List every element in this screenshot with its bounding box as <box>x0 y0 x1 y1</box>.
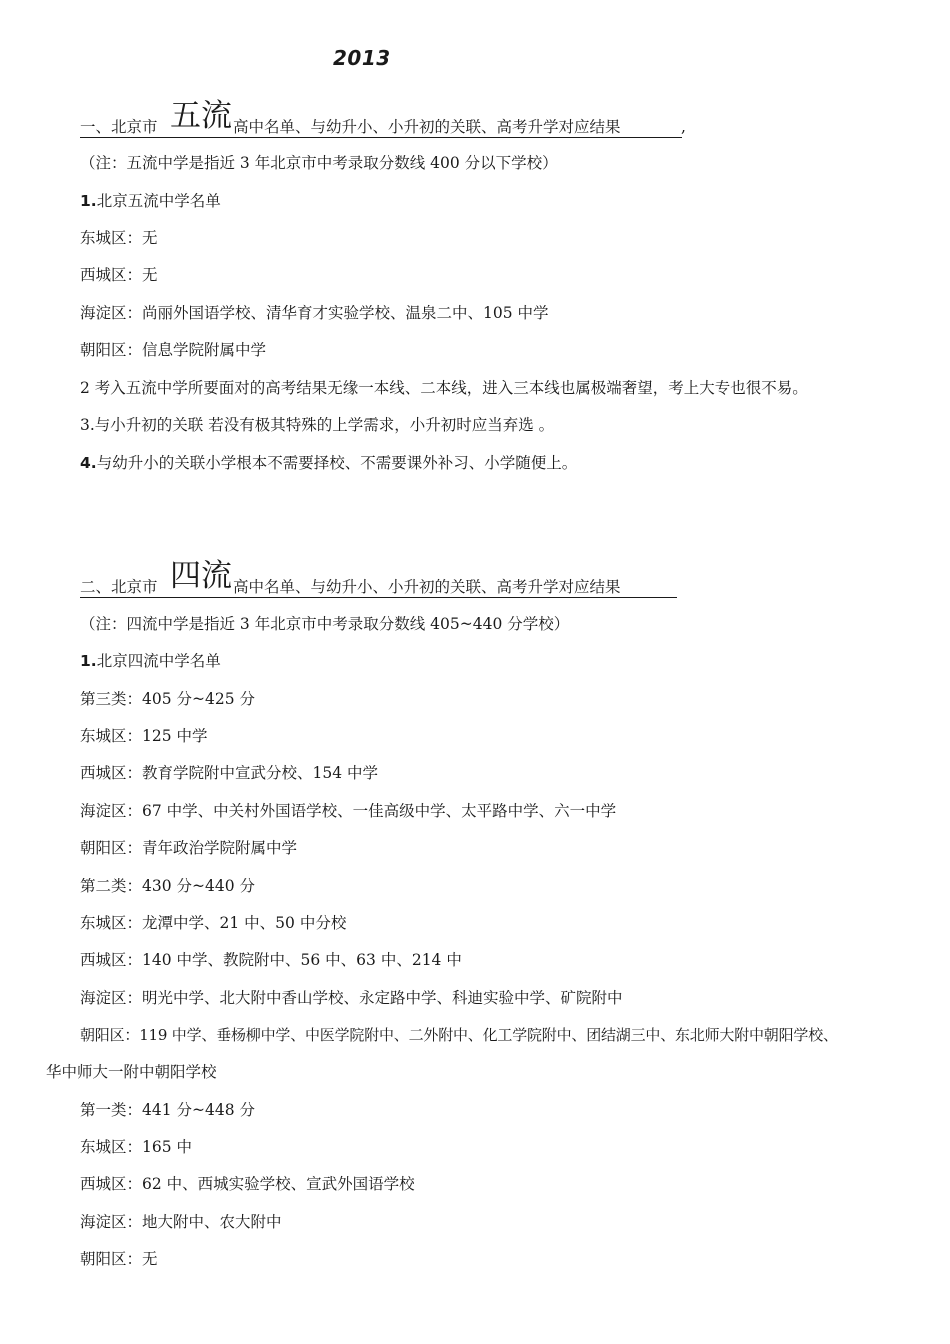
tier-label: 第一类：441 分~448 分 <box>80 1101 256 1119</box>
district-name: 西城区： <box>80 951 143 969</box>
section-1-title <box>80 87 686 138</box>
district-name: 朝阳区： <box>80 1026 140 1044</box>
district-name: 海淀区： <box>80 304 143 322</box>
section-1-note: （注：五流中学是指近 3 年北京市中考录取分数线 400 分以下学校） <box>80 154 558 172</box>
district-schools: 教育学院附中宣武分校、154 中学 <box>142 764 379 782</box>
page-year: 2013 <box>333 46 391 70</box>
section-2-district-row <box>80 1212 282 1232</box>
district-name: 东城区： <box>80 229 143 247</box>
section-2-district-row <box>80 1249 158 1269</box>
tier-label: 第二类：430 分~440 分 <box>80 877 256 895</box>
section-2-district-row <box>80 838 297 858</box>
section-2-district-row <box>80 950 462 970</box>
section-1-title-prefix: 一、北京市 <box>80 118 158 136</box>
district-schools: 67 中学、中关村外国语学校、一佳高级中学、太平路中学、六一中学 <box>142 802 617 820</box>
district-schools: 119 中学、垂杨柳中学、中医学院附中、二外附中、化工学院附中、团结湖三中、东北师大附中朝阳学校、 <box>139 1026 838 1044</box>
district-name: 海淀区： <box>80 802 143 820</box>
section-2-district-row <box>80 726 208 746</box>
section-2-district-row <box>80 913 346 933</box>
section-2-title <box>80 547 677 598</box>
district-schools: 信息学院附属中学 <box>142 341 267 359</box>
section-2-note: （注：四流中学是指近 3 年北京市中考录取分数线 405~440 分学校） <box>80 615 570 633</box>
district-schools: 龙潭中学、21 中、50 中分校 <box>142 914 347 932</box>
district-schools: 无 <box>142 1250 158 1268</box>
district-name: 西城区： <box>80 1175 143 1193</box>
district-name: 西城区： <box>80 764 143 782</box>
section-1-district-row <box>80 228 158 248</box>
district-schools: 无 <box>142 229 158 247</box>
district-name: 东城区： <box>80 914 143 932</box>
section-2-title-prefix: 二、北京市 <box>80 578 158 596</box>
district-name: 海淀区： <box>80 1213 143 1231</box>
section-2-list-heading <box>80 651 221 671</box>
section-2-district-row <box>80 1137 192 1157</box>
section-2-district-row <box>80 763 378 783</box>
section-1-title-big: 五流 <box>170 98 232 134</box>
district-schools: 125 中学 <box>142 727 208 745</box>
section-2-title-suffix: 高中名单、与幼升小、小升初的关联、高考升学对应结果 <box>233 578 621 596</box>
section-1-point-2: 2 考入五流中学所要面对的高考结果无缘一本线、二本线，进入三本线也属极端奢望，考上大专也很不易。 <box>80 379 808 397</box>
district-schools: 无 <box>142 266 158 284</box>
section-2-district-row <box>80 988 623 1008</box>
district-schools: 140 中学、教院附中、56 中、63 中、214 中 <box>142 951 462 969</box>
section-2-district-row <box>80 1025 838 1045</box>
section-2-title-big: 四流 <box>170 558 232 594</box>
district-schools: 地大附中、农大附中 <box>142 1213 282 1231</box>
district-name: 朝阳区： <box>80 341 143 359</box>
section-2-list-heading-text: 北京四流中学名单 <box>96 652 221 670</box>
district-name: 海淀区： <box>80 989 143 1007</box>
section-2-list-heading-num: 1. <box>80 652 97 670</box>
district-name: 东城区： <box>80 1138 143 1156</box>
district-name: 朝阳区： <box>80 839 143 857</box>
section-1-title-end-mark: , <box>681 118 686 136</box>
district-schools: 青年政治学院附属中学 <box>142 839 298 857</box>
section-1-point-3: 3.与小升初的关联 若没有极其特殊的上学需求，小升初时应当弃选 。 <box>80 416 555 434</box>
section-2-district-row <box>80 1174 415 1194</box>
section-1-list-heading-text: 北京五流中学名单 <box>96 192 221 210</box>
section-1-district-row <box>80 265 158 285</box>
district-name: 朝阳区： <box>80 1250 143 1268</box>
section-1-list-heading <box>80 191 221 211</box>
section-2-district-row <box>80 801 616 821</box>
section-1-district-row <box>80 303 549 323</box>
tier-label: 第三类：405 分~425 分 <box>80 690 256 708</box>
district-name: 东城区： <box>80 727 143 745</box>
district-name: 西城区： <box>80 266 143 284</box>
district-schools: 尚丽外国语学校、清华育才实验学校、温泉二中、105 中学 <box>142 304 549 322</box>
section-1-point-4-text: 与幼升小的关联小学根本不需要择校、不需要课外补习、小学随便上。 <box>96 454 578 472</box>
section-1-point-4 <box>80 453 577 473</box>
section-1-district-row <box>80 340 266 360</box>
district-schools-continuation: 华中师大一附中朝阳学校 <box>46 1063 217 1081</box>
district-schools: 165 中 <box>142 1138 193 1156</box>
district-schools: 明光中学、北大附中香山学校、永定路中学、科迪实验中学、矿院附中 <box>142 989 623 1007</box>
section-1-list-heading-num: 1. <box>80 192 97 210</box>
section-1-title-suffix: 高中名单、与幼升小、小升初的关联、高考升学对应结果 <box>233 118 621 136</box>
section-1-point-4-num: 4. <box>80 454 97 472</box>
district-schools: 62 中、西城实验学校、宣武外国语学校 <box>142 1175 415 1193</box>
